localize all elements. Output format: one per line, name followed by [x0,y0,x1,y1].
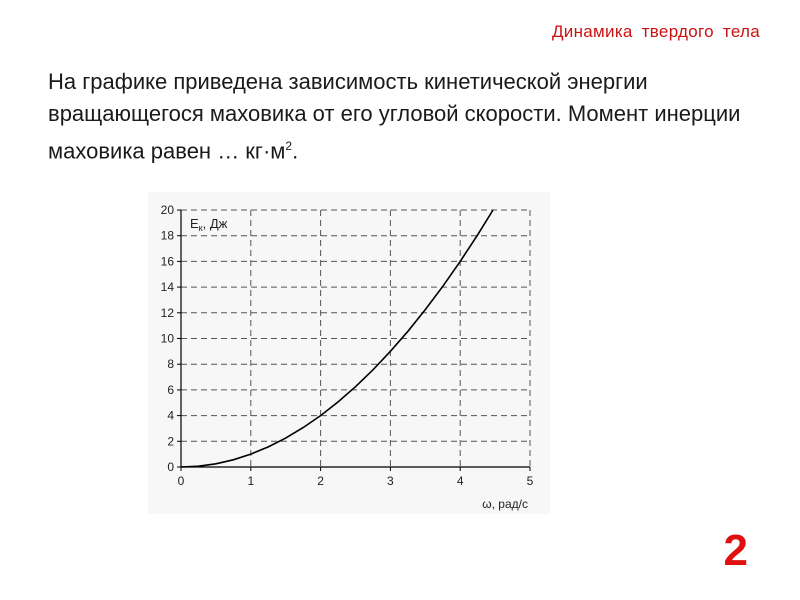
y-tick-label: 20 [160,203,174,217]
question-text [48,66,748,167]
y-tick-label: 16 [160,254,174,269]
chart-panel [148,192,550,514]
x-tick-label: 4 [456,474,464,488]
x-tick-label: 2 [317,474,324,488]
x-tick-label: 0 [177,474,185,488]
x-tick-label: 3 [387,474,394,488]
y-axis-label-subscript: к [198,223,203,233]
y-tick-label: 6 [167,382,174,397]
y-tick-label: 2 [167,434,174,449]
y-tick-label: 18 [160,228,174,243]
y-tick-label: 14 [160,280,174,295]
page-number: 2 [723,526,748,575]
question-end: . [292,138,299,164]
y-axis-label-symbol: E [190,216,199,231]
x-axis-label: ω, рад/с [482,497,528,511]
unit-exponent: 2 [285,139,293,153]
y-axis-label [190,216,228,233]
y-tick-label: 0 [167,460,174,474]
y-tick-label: 4 [167,408,174,423]
y-tick-label: 10 [160,331,174,346]
x-tick-label: 5 [526,474,534,488]
x-tick-label: 1 [247,474,255,488]
y-tick-label: 12 [160,305,174,320]
energy-vs-angular-velocity-chart [148,192,550,514]
y-tick-label: 8 [167,357,174,372]
y-axis-label-unit: , Дж [202,216,228,231]
slide-section-title: Динамика твердого тела [551,22,760,41]
question-main: На графике приведена зависимость кинетической энергии вращающегося маховика от его угловой скорости. Момент инерции маховика равен … кг·м [48,69,741,164]
